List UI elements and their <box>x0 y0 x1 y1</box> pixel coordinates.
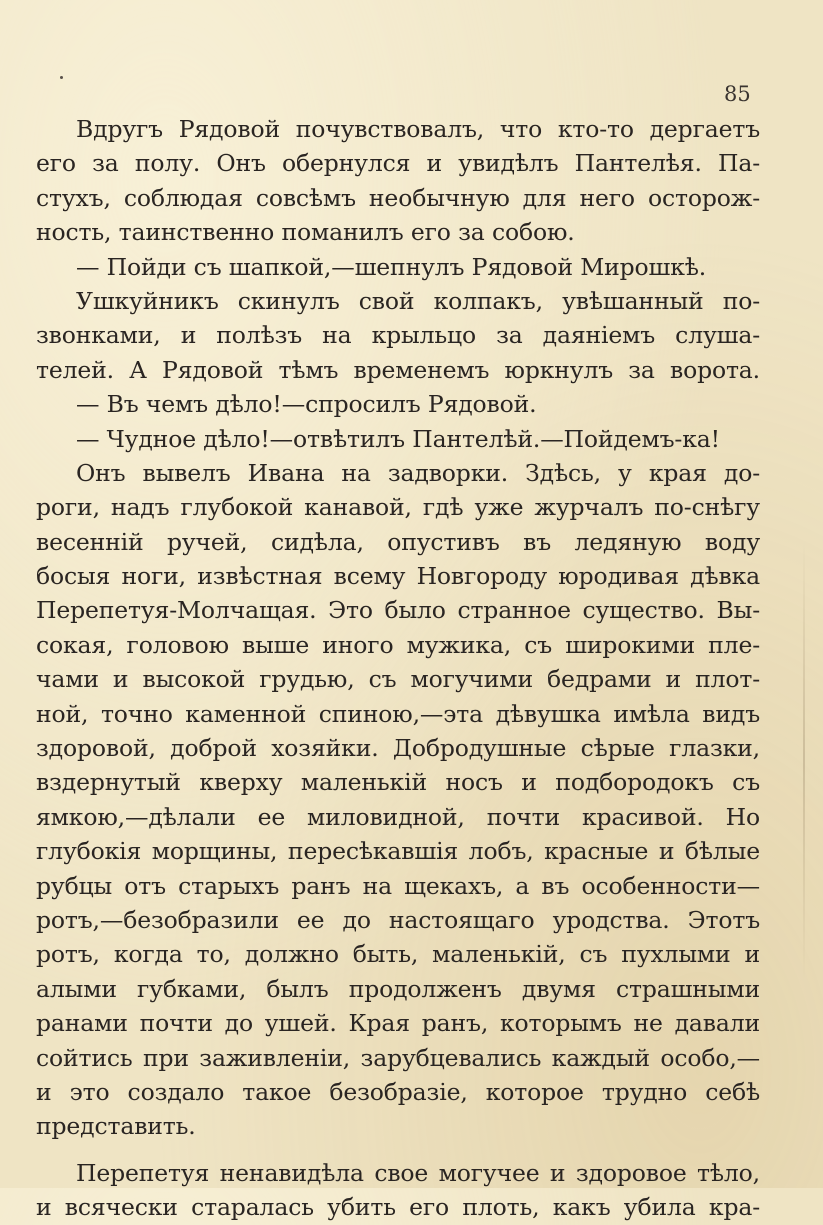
text-line: ямкою,—дѣлали ее миловидной, почти красивой. Но <box>36 802 760 831</box>
text-line: чами и высокой грудью, съ могучими бедрами и плот- <box>36 665 760 694</box>
text-line: вздернутый кверху маленькій носъ и подбородокъ съ <box>36 768 760 797</box>
text-line: — Пойди съ шапкой,—шепнулъ Рядовой Мирошкѣ. <box>76 252 707 281</box>
text-line: алыми губками, былъ продолженъ двумя страшными <box>36 974 760 1003</box>
text-line: ротъ, когда то, должно быть, маленькій, съ пухлыми и <box>36 940 760 969</box>
body-text <box>36 112 760 1225</box>
text-line: весенній ручей, сидѣла, опустивъ въ ледяную воду <box>36 527 760 556</box>
text-line: ротъ,—безобразили ее до настоящаго уродства. Этотъ <box>36 905 760 934</box>
text-line: и всячески старалась убить его плоть, какъ убила кра- <box>36 1193 760 1222</box>
text-line: представить. <box>36 1112 196 1141</box>
text-line: сойтись при заживленіи, зарубцевались каждый особо,— <box>36 1043 760 1072</box>
text-line: его за полу. Онъ обернулся и увидѣлъ Пантелѣя. Па- <box>36 149 760 178</box>
text-line: Онъ вывелъ Ивана на задворки. Здѣсь, у края до- <box>76 458 760 487</box>
text-line: босыя ноги, извѣстная всему Новгороду юродивая дѣвка <box>36 562 760 591</box>
text-line: Перепетуя ненавидѣла свое могучее и здоровое тѣло, <box>76 1158 760 1187</box>
text-line: Ушкуйникъ скинулъ свой колпакъ, увѣшанный по- <box>76 286 760 315</box>
text-line: сокая, головою выше иного мужика, съ широкими пле- <box>36 630 760 659</box>
text-line: роги, надъ глубокой канавой, гдѣ уже журчалъ по-снѣгу <box>36 493 760 522</box>
text-line: рубцы отъ старыхъ ранъ на щекахъ, а въ особенности— <box>36 871 760 900</box>
paragraph-gap <box>36 1144 760 1156</box>
text-line: — Чудное дѣло!—отвѣтилъ Пантелѣй.—Пойдемъ-ка! <box>76 424 720 453</box>
text-line: ранами почти до ушей. Края ранъ, которымъ не давали <box>36 1009 760 1038</box>
text-line: звонками, и полѣзъ на крыльцо за даяніемъ слуша- <box>36 321 760 350</box>
text-line: Вдругъ Рядовой почувствовалъ, что кто-то дергаетъ <box>76 115 760 143</box>
text-line: глубокія морщины, пересѣкавшія лобъ, красные и бѣлые <box>36 837 760 866</box>
text-line: ность, таинственно поманилъ его за собою. <box>36 218 575 247</box>
text-line: телей. А Рядовой тѣмъ временемъ юркнулъ за ворота. <box>36 355 760 384</box>
page-fold-shadow <box>803 540 805 980</box>
text-line: ной, точно каменной спиною,—эта дѣвушка имѣла видъ <box>36 699 760 728</box>
text-line: здоровой, доброй хозяйки. Добродушные сѣрые глазки, <box>36 734 760 763</box>
text-line: и это создало такое безобразіе, которое трудно себѣ <box>36 1077 760 1106</box>
ink-speck <box>60 76 63 79</box>
text-line: стухъ, соблюдая совсѣмъ необычную для него осторож- <box>36 183 760 212</box>
text-line: Перепетуя-Молчащая. Это было странное существо. Вы- <box>36 596 760 625</box>
page-number: 85 <box>724 82 751 106</box>
text-line: — Въ чемъ дѣло!—спросилъ Рядовой. <box>76 390 537 419</box>
